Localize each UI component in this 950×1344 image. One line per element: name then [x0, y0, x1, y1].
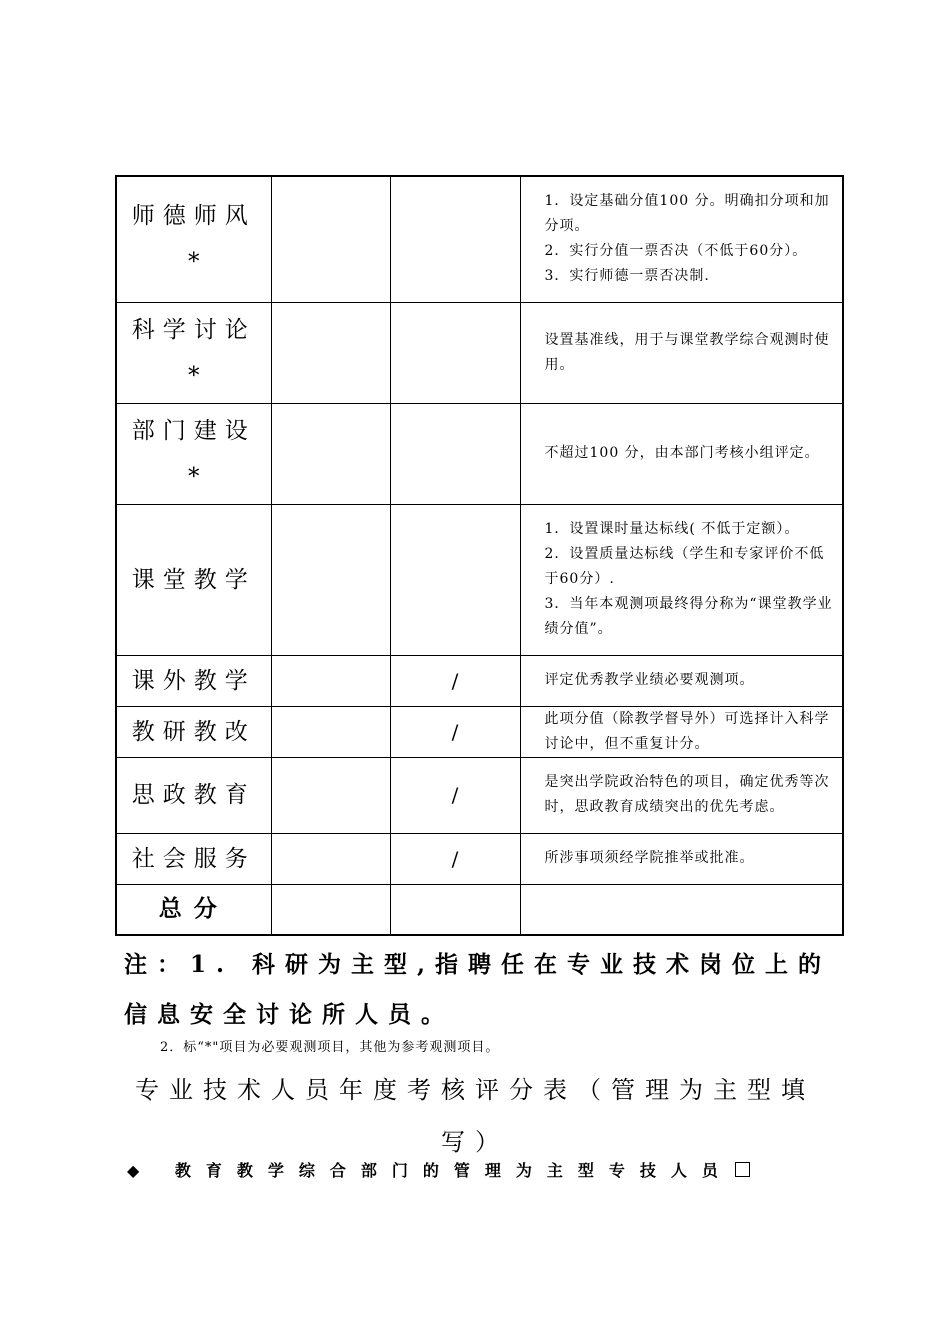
item-cell: 社会服务 — [116, 833, 271, 884]
note-cell: 是突出学院政治特色的项目，确定优秀等次时，思政教育成绩突出的优先考虑。 — [520, 757, 843, 833]
footnote-1: 注：1. 科研为主型,指聘任在专业技术岗位上的信息安全讨论所人员。 — [124, 951, 832, 1028]
table-row — [116, 302, 843, 403]
mid-cell: / — [390, 655, 520, 706]
table-row — [116, 655, 843, 706]
diamond-bullet-icon: ◆ — [127, 1161, 155, 1180]
score-cell[interactable] — [271, 403, 390, 504]
score-cell[interactable] — [271, 833, 390, 884]
item-cell: 教研教改 — [116, 706, 271, 757]
table-row — [116, 706, 843, 757]
item-cell: 科学讨论 * — [116, 302, 271, 403]
total-mid-cell[interactable] — [390, 884, 520, 935]
table-row — [116, 403, 843, 504]
mid-cell[interactable] — [390, 504, 520, 655]
note-cell: 1．设置课时量达标线( 不低于定额）。 2．设置质量达标线（学生和专家评价不低于60分）. 3．当年本观测项最终得分称为“课堂教学业绩分值”。 — [520, 504, 843, 655]
score-cell[interactable] — [271, 706, 390, 757]
form-title: 专业技术人员年度考核评分表（管理为主型填写） — [135, 1076, 815, 1156]
mid-cell: / — [390, 706, 520, 757]
note-cell: 所涉事项须经学院推举或批准。 — [520, 833, 843, 884]
category-checkbox-line[interactable] — [127, 1158, 827, 1181]
note-cell: 评定优秀教学业绩必要观测项。 — [520, 655, 843, 706]
mid-cell: / — [390, 757, 520, 833]
checkbox[interactable] — [735, 1162, 750, 1177]
footnote-2: 2．标“*"项目为必要观测项目，其他为参考观测项目。 — [160, 1040, 500, 1055]
mid-cell: / — [390, 833, 520, 884]
score-cell[interactable] — [271, 302, 390, 403]
total-score-cell[interactable] — [271, 884, 390, 935]
table-row — [116, 757, 843, 833]
note-cell: 此项分值（除教学督导外）可选择计入科学讨论中，但不重复计分。 — [520, 706, 843, 757]
score-cell[interactable] — [271, 757, 390, 833]
table-row — [116, 833, 843, 884]
item-cell: 思政教育 — [116, 757, 271, 833]
note-cell: 1．设定基础分值100 分。明确扣分项和加分项。 2．实行分值一票否决（不低于60分）。 3．实行师德一票否决制. — [520, 176, 843, 302]
note-cell: 不超过100 分，由本部门考核小组评定。 — [520, 403, 843, 504]
item-cell: 课外教学 — [116, 655, 271, 706]
score-cell[interactable] — [271, 176, 390, 302]
score-cell[interactable] — [271, 504, 390, 655]
total-label: 总分 — [116, 884, 271, 935]
item-cell: 课堂教学 — [116, 504, 271, 655]
item-cell: 部门建设 * — [116, 403, 271, 504]
score-table — [115, 175, 844, 936]
total-row — [116, 884, 843, 935]
table-row — [116, 504, 843, 655]
item-cell: 师德师风 * — [116, 176, 271, 302]
mid-cell[interactable] — [390, 403, 520, 504]
score-table-body — [116, 176, 843, 935]
mid-cell[interactable] — [390, 302, 520, 403]
mid-cell[interactable] — [390, 176, 520, 302]
note-cell: 设置基准线，用于与课堂教学综合观测时使用。 — [520, 302, 843, 403]
table-row — [116, 176, 843, 302]
category-label: 教育教学综合部门的管理为主型专技人员 — [174, 1161, 733, 1180]
total-note-cell[interactable] — [520, 884, 843, 935]
score-cell[interactable] — [271, 655, 390, 706]
